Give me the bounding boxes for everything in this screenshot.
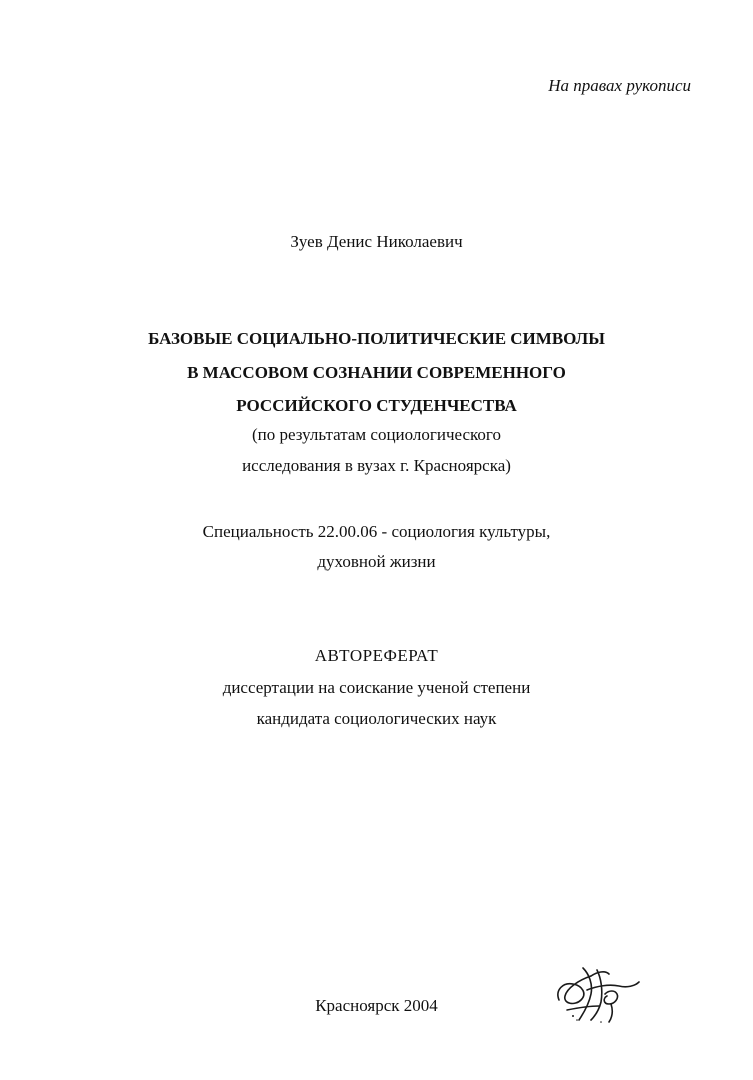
signature-image — [553, 960, 643, 1030]
specialty-line-1: Специальность 22.00.06 - социология культуры, — [202, 522, 551, 541]
place-year: Красноярск 2004 — [315, 996, 438, 1015]
document-type: АВТОРЕФЕРАТ — [314, 646, 439, 665]
subtitle-line-1: (по результатам социологического — [252, 425, 501, 444]
title-line-1: БАЗОВЫЕ СОЦИАЛЬНО-ПОЛИТИЧЕСКИЕ СИМВОЛЫ — [148, 329, 605, 348]
subtitle-line-2: исследования в вузах г. Красноярска) — [242, 456, 511, 475]
author-name: Зуев Денис Николаевич — [290, 232, 463, 251]
specialty-line-2: духовной жизни — [317, 552, 436, 571]
title-line-3: РОССИЙСКОГО СТУДЕНЧЕСТВА — [236, 396, 517, 415]
title-line-2: В МАССОВОМ СОЗНАНИИ СОВРЕМЕННОГО — [187, 363, 566, 382]
header-note: На правах рукописи — [548, 76, 691, 95]
degree-line-2: кандидата социологических наук — [256, 709, 497, 728]
degree-line-1: диссертации на соискание ученой степени — [222, 678, 531, 697]
